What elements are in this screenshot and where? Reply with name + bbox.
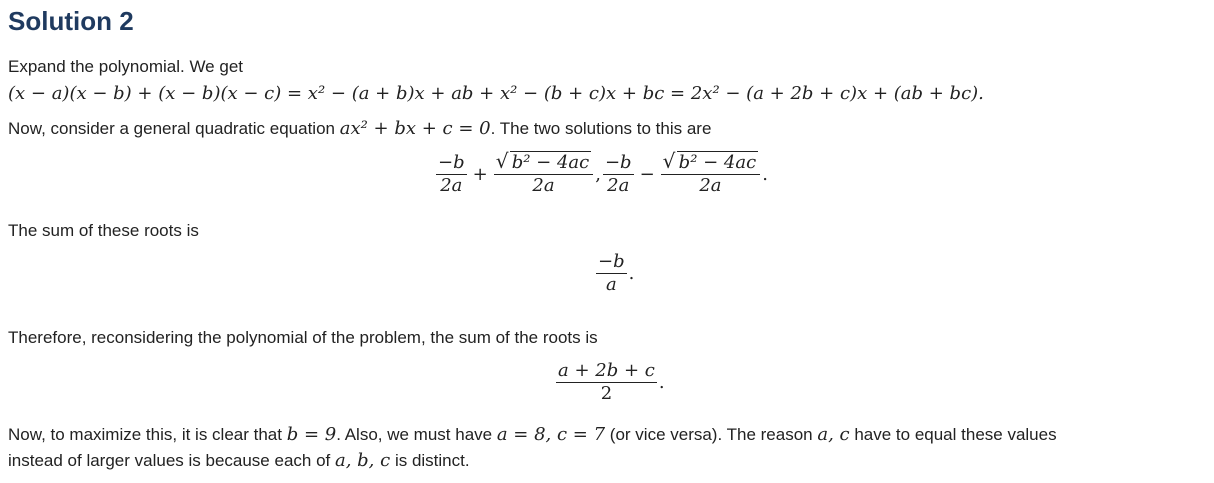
expand-text <box>8 54 243 80</box>
sum-roots-fraction <box>596 251 627 296</box>
sum-roots-intro <box>8 218 199 244</box>
a-c-values: a = 8, c = 7 <box>496 424 606 445</box>
b-value: b = 9 <box>286 424 337 445</box>
root2-sqrt <box>662 149 759 174</box>
root2-first-denominator: 2a <box>607 175 630 196</box>
sum-problem-display <box>554 360 665 405</box>
root1-first-numerator: −b <box>438 152 465 173</box>
reconsider-intro <box>8 325 598 351</box>
quadratic-intro-text: Now, consider a general quadratic equation <box>8 119 340 138</box>
conclusion-text-3: (or vice versa). The reason <box>605 425 818 444</box>
root2-first-fraction <box>603 152 634 197</box>
root2-second-denominator: 2a <box>699 175 722 196</box>
reconsider-text: Therefore, reconsidering the polynomial of the problem, the sum of the roots is <box>8 328 598 347</box>
abc-symbols: a, b, c <box>334 450 391 471</box>
sum-roots-period: . <box>628 263 635 284</box>
conclusion-line-1 <box>8 422 1057 448</box>
expansion-formula-line <box>8 81 984 107</box>
root1-first-fraction <box>436 152 467 197</box>
root2-discriminant: b² − 4ac <box>678 152 757 173</box>
conclusion-text-4: have to equal these values <box>849 425 1057 444</box>
sum-problem-numerator: a + 2b + c <box>558 360 655 381</box>
conclusion-text-5: instead of larger values is because each of <box>8 451 335 470</box>
sum-roots-display <box>594 251 634 296</box>
root1-discriminant: b² − 4ac <box>511 152 590 173</box>
sum-problem-denominator: 2 <box>600 383 613 404</box>
minus-operator: − <box>639 164 655 185</box>
root1-sqrt-numerator <box>494 149 594 175</box>
solution-heading: Solution 2 <box>8 6 134 36</box>
quadratic-roots-display <box>434 149 768 197</box>
quadratic-intro-tail: . The two solutions to this are <box>490 119 712 138</box>
root1-second-fraction <box>494 149 594 197</box>
root1-second-denominator: 2a <box>532 175 555 196</box>
quadratic-intro <box>8 116 711 142</box>
expand-sentence: Expand the polynomial. We get <box>8 57 243 76</box>
conclusion-line-2 <box>8 448 470 474</box>
roots-period: . <box>762 164 768 185</box>
root1-sqrt <box>495 149 592 174</box>
roots-comma: , <box>595 164 601 185</box>
solution-content <box>8 0 1208 483</box>
expansion-formula: (x − a)(x − b) + (x − b)(x − c) = x² − (a + b)x + ab + x² − (b + c)x + bc = 2x² − (a + 2b + c)x + (ab + bc). <box>8 83 984 104</box>
sum-roots-denominator: a <box>605 274 617 295</box>
radical-sign-icon: √ <box>662 149 676 173</box>
conclusion-text-1: Now, to maximize this, it is clear that <box>8 425 287 444</box>
conclusion-text-2: . Also, we must have <box>336 425 497 444</box>
conclusion-text-6: is distinct. <box>390 451 470 470</box>
radical-sign-icon: √ <box>495 149 509 173</box>
root2-second-fraction <box>661 149 761 197</box>
sum-roots-text: The sum of these roots is <box>8 221 199 240</box>
root1-first-denominator: 2a <box>440 175 463 196</box>
sum-roots-numerator: −b <box>598 251 625 272</box>
sum-problem-period: . <box>658 372 665 393</box>
root2-first-numerator: −b <box>604 152 632 173</box>
sum-problem-fraction <box>556 360 657 405</box>
plus-operator: + <box>472 164 488 185</box>
root2-sqrt-numerator <box>661 149 761 175</box>
quadratic-equation: ax² + bx + c = 0 <box>339 118 491 139</box>
a-c-symbols: a, c <box>817 424 850 445</box>
